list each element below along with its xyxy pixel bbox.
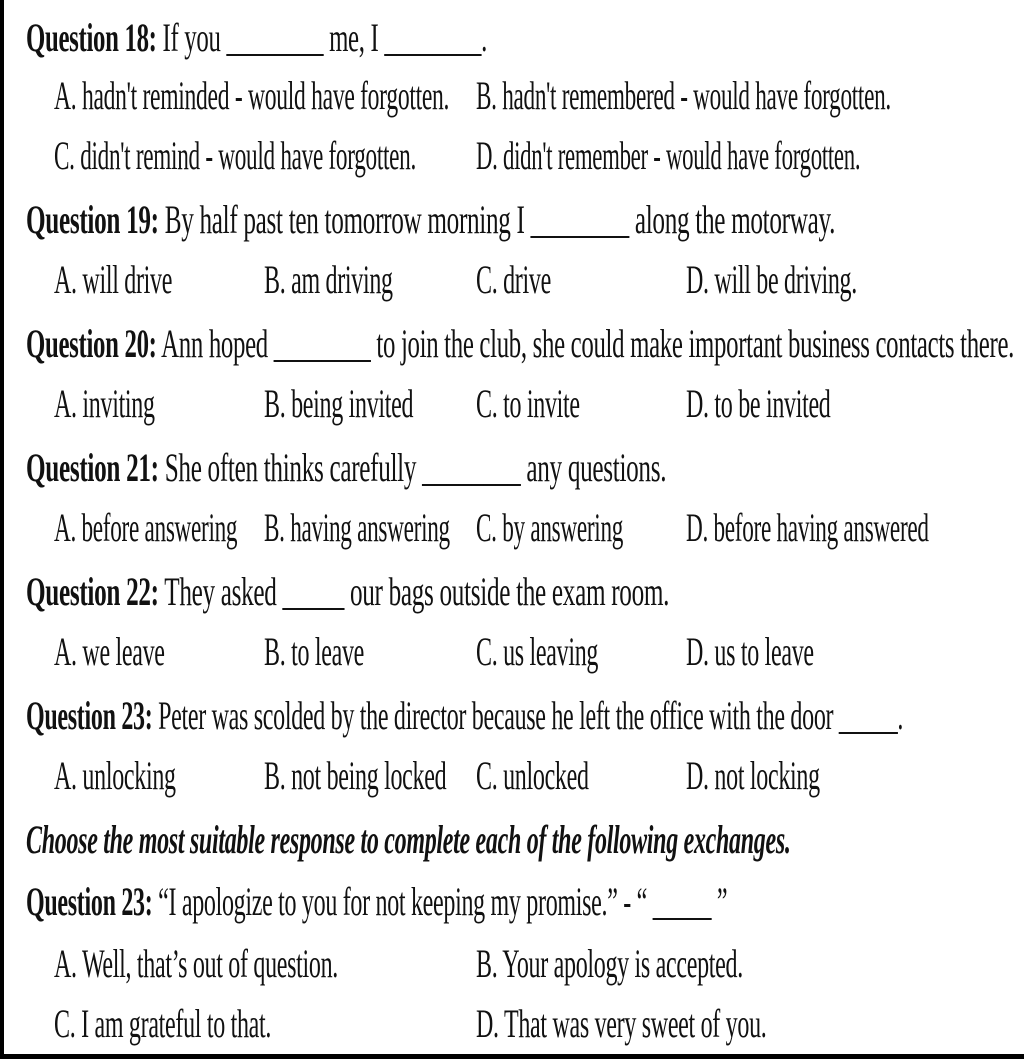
option-b[interactable]: B. being invited: [264, 381, 414, 426]
option-b[interactable]: B. to leave: [264, 629, 365, 674]
option-b[interactable]: B. Your apology is accepted.: [476, 941, 743, 986]
option-a[interactable]: A. Well, that’s out of question.: [54, 941, 339, 986]
options-row: [0, 940, 1024, 988]
option-d[interactable]: D. not locking: [686, 753, 820, 798]
option-c[interactable]: C. to invite: [476, 381, 580, 426]
option-b[interactable]: B. am driving: [264, 257, 393, 302]
question-text: Peter was scolded by the director because he left the office with the door _____.: [158, 693, 904, 738]
option-a[interactable]: A. unlocking: [54, 753, 176, 798]
option-c[interactable]: C. unlocked: [476, 753, 589, 798]
option-a[interactable]: A. before answering: [54, 505, 238, 550]
question-label: Question 23:: [26, 879, 153, 924]
section-heading-text: Choose the most suitable response to complete each of the following exchanges.: [26, 817, 791, 862]
option-d[interactable]: D. before having answered: [686, 505, 929, 550]
question-21: [26, 444, 666, 492]
question-label: Question 18:: [26, 15, 157, 60]
option-c[interactable]: C. I am grateful to that.: [54, 1001, 272, 1046]
question-22: [26, 568, 669, 616]
question-label: Question 20:: [26, 321, 157, 366]
option-a[interactable]: A. inviting: [54, 381, 155, 426]
question-text: If you ________ me, I ________.: [162, 15, 487, 60]
question-label: Question 19:: [26, 197, 159, 242]
option-a[interactable]: A. hadn't reminded - would have forgotten.: [54, 73, 450, 118]
options-row: [0, 504, 1024, 552]
question-text: “I apologize to you for not keeping my promise.” - “ _____ ”: [158, 879, 728, 924]
question-23: [26, 692, 903, 740]
option-c[interactable]: C. by answering: [476, 505, 624, 550]
section-heading: [26, 816, 791, 864]
options-row: [0, 752, 1024, 800]
exchange-question: [26, 878, 727, 926]
option-c[interactable]: C. drive: [476, 257, 551, 302]
question-text: By half past ten tomorrow morning I ________ along the motorway.: [164, 197, 836, 242]
option-b[interactable]: B. having answering: [264, 505, 450, 550]
option-b[interactable]: B. not being locked: [264, 753, 447, 798]
options-row: [0, 628, 1024, 676]
question-20: [26, 320, 1014, 368]
question-label: Question 22:: [26, 569, 159, 614]
option-d[interactable]: D. us to leave: [686, 629, 814, 674]
question-label: Question 21:: [26, 445, 159, 490]
question-label: Question 23:: [26, 693, 153, 738]
option-d[interactable]: D. will be driving.: [686, 257, 857, 302]
question-19: [26, 196, 835, 244]
option-a[interactable]: A. we leave: [54, 629, 165, 674]
options-row: [0, 380, 1024, 428]
option-c[interactable]: C. us leaving: [476, 629, 599, 674]
question-text: Ann hoped ________ to join the club, she could make important business contacts there.: [161, 321, 1015, 366]
options-row: [0, 256, 1024, 304]
question-18: [26, 14, 487, 62]
option-d[interactable]: D. didn't remember - would have forgotten.: [476, 133, 861, 178]
option-d[interactable]: D. to be invited: [686, 381, 831, 426]
question-text: They asked _____ our bags outside the exam room.: [164, 569, 670, 614]
options-row: [0, 132, 1024, 180]
options-row: [0, 72, 1024, 120]
option-c[interactable]: C. didn't remind - would have forgotten.: [54, 133, 417, 178]
options-row: [0, 1000, 1024, 1048]
option-a[interactable]: A. will drive: [54, 257, 173, 302]
option-b[interactable]: B. hadn't remembered - would have forgotten.: [476, 73, 891, 118]
question-text: She often thinks carefully ________ any questions.: [164, 445, 667, 490]
option-d[interactable]: D. That was very sweet of you.: [476, 1001, 767, 1046]
page-bottom-border: [0, 1054, 1024, 1059]
